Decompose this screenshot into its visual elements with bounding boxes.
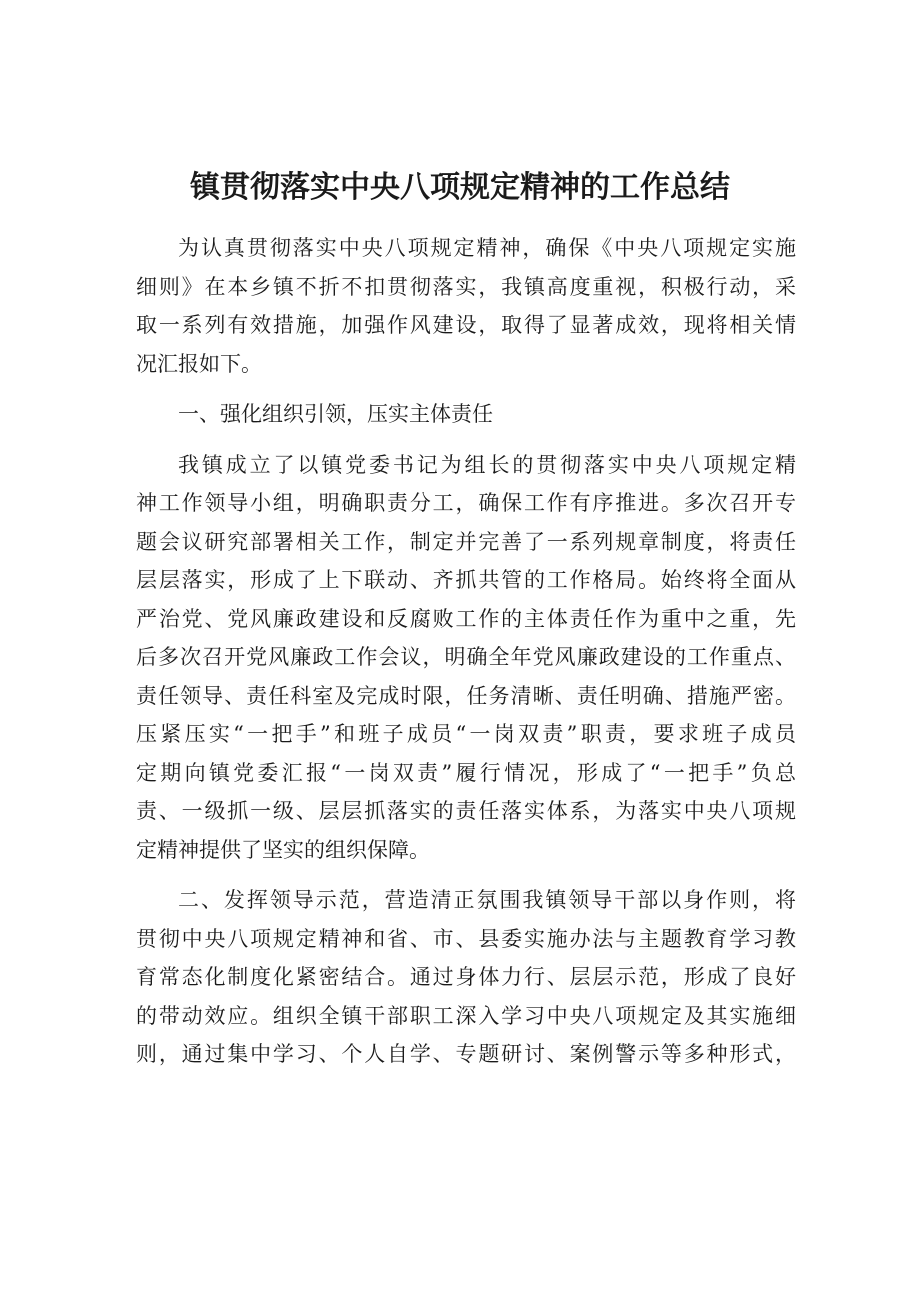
paragraph-line: 为认真贯彻落实中央八项规定精神，确保《中央八项规定实施	[178, 236, 796, 260]
paragraph-line: 定期向镇党委汇报“一岗双责”履行情况，形成了“一把手”负总	[136, 760, 796, 785]
paragraph-line: 责任领导、责任科室及完成时限，任务清晰、责任明确、措施严密。	[136, 683, 796, 708]
paragraph-line: 题会议研究部署相关工作，制定并完善了一系列规章制度，将责任	[136, 529, 796, 554]
heading-line: 一、强化组织引领，压实主体责任	[178, 402, 493, 426]
paragraph-line: 神工作领导小组，明确职责分工，确保工作有序推进。多次召开专	[136, 491, 796, 515]
paragraph-line: 责、一级抓一级、层层抓落实的责任落实体系，为落实中央八项规	[136, 799, 796, 823]
paragraph-line: 取一系列有效措施，加强作风建设，取得了显著成效，现将相关情	[136, 313, 796, 337]
paragraph-line: 严治党、党风廉政建设和反腐败工作的主体责任作为重中之重，先	[136, 606, 796, 631]
paragraph-line: 定精神提供了坚实的组织保障。	[136, 837, 430, 862]
paragraph-line: 育常态化制度化紧密结合。通过身体力行、层层示范，形成了良好	[136, 965, 796, 989]
intro-paragraph	[136, 229, 796, 383]
paragraph-line: 的带动效应。组织全镇干部职工深入学习中央八项规定及其实施细	[136, 1003, 796, 1028]
paragraph-line: 贯彻中央八项规定精神和省、市、县委实施办法与主题教育学习教	[136, 926, 796, 951]
paragraph-line: 层层落实，形成了上下联动、齐抓共管的工作格局。始终将全面从	[136, 568, 796, 592]
section-heading-1	[136, 395, 796, 434]
paragraph-line: 则，通过集中学习、个人自学、专题研讨、案例警示等多种形式，	[136, 1042, 796, 1066]
paragraph-line: 压紧压实“一把手”和班子成员“一岗双责”职责，要求班子成员	[136, 722, 796, 746]
paragraph-gap	[136, 869, 796, 881]
section-2-paragraph	[136, 881, 796, 1074]
paragraph-line: 二、发挥领导示范，营造清正氛围我镇领导干部以身作则，将	[178, 888, 796, 912]
paragraph-gap	[136, 383, 796, 395]
document-body	[136, 229, 796, 1074]
paragraph-line: 细则》在本乡镇不折不扣贯彻落实，我镇高度重视，积极行动，采	[136, 274, 796, 299]
document-title: 镇贯彻落实中央八项规定精神的工作总结	[190, 170, 730, 205]
paragraph-gap	[136, 434, 796, 446]
paragraph-line: 我镇成立了以镇党委书记为组长的贯彻落实中央八项规定精	[178, 452, 796, 477]
paragraph-line: 后多次召开党风廉政工作会议，明确全年党风廉政建设的工作重点、	[136, 645, 796, 669]
section-1-paragraph	[136, 446, 796, 870]
paragraph-line: 况汇报如下。	[136, 351, 262, 376]
